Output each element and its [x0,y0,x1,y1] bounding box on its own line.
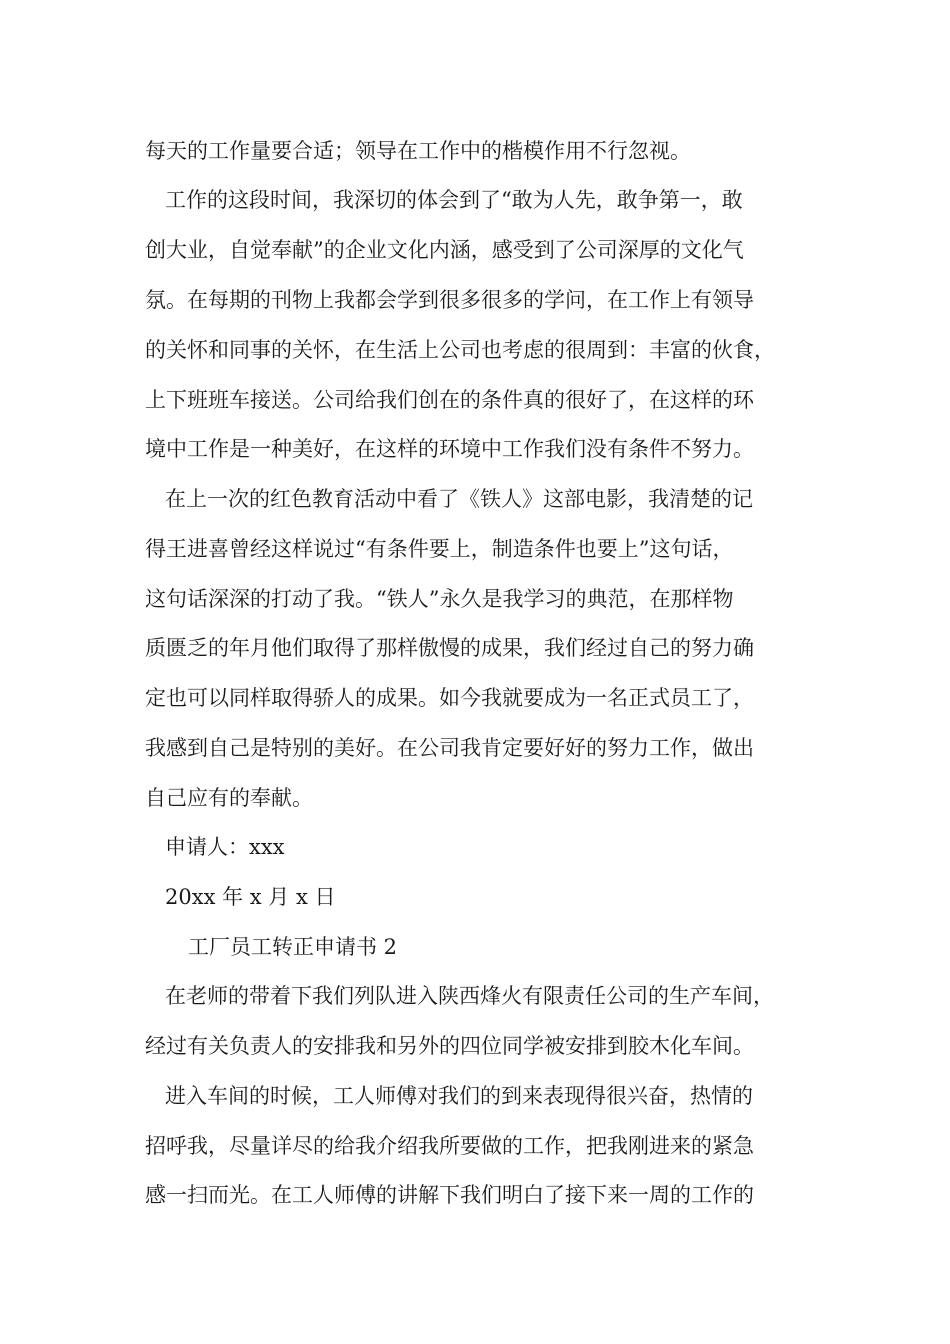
text-line: 的关怀和同事的关怀，在生活上公司也考虑的很周到：丰富的伙食， [145,338,775,362]
text-line: 创大业，自觉奉献”的企业文化内涵，感受到了公司深厚的文化气 [145,238,744,262]
application-date: 20xx 年 x 月 x 日 [165,885,336,909]
paragraph-start-line: 在上一次的红色教育活动中看了《铁人》这部电影，我清楚的记 [165,487,753,511]
applicant-signature: 申请人：xxx [165,835,285,859]
text-line: 自己应有的奉献。 [145,786,313,810]
text-line: 招呼我，尽量详尽的给我介绍我所要做的工作，把我刚进来的紧急 [145,1134,754,1158]
paragraph-start-line: 进入车间的时候，工人师傅对我们的到来表现得很兴奋，热情的 [165,1084,753,1108]
text-line: 这句话深深的打动了我。“铁人”永久是我学习的典范，在那样物 [145,587,734,611]
text-line: 氛。在每期的刊物上我都会学到很多很多的学问，在工作上有领导 [145,288,754,312]
paragraph-start-line: 在老师的带着下我们列队进入陕西烽火有限责任公司的生产车间， [165,984,774,1008]
text-line: 我感到自己是特别的美好。在公司我肯定要好好的努力工作，做出 [145,736,754,760]
text-line: 定也可以同样取得骄人的成果。如今我就要成为一名正式员工了， [145,686,754,710]
text-line: 得王进喜曾经这样说过“有条件要上，制造条件也要上”这句话， [145,537,734,561]
text-line: 感一扫而光。在工人师傅的讲解下我们明白了接下来一周的工作的 [145,1183,754,1207]
paragraph-start-line: 工作的这段时间，我深切的体会到了“敢为人先，敢争第一，敢 [165,188,743,212]
section-title: 工厂员工转正申请书 2 [188,935,398,959]
text-line: 上下班班车接送。公司给我们创在的条件真的很好了，在这样的环 [145,388,754,412]
text-line: 境中工作是一种美好，在这样的环境中工作我们没有条件不努力。 [145,437,754,461]
text-line: 每天的工作量要合适；领导在工作中的楷模作用不行忽视。 [145,139,691,163]
text-line: 质匮乏的年月他们取得了那样傲慢的成果，我们经过自己的努力确 [145,636,754,660]
text-line: 经过有关负责人的安排我和另外的四位同学被安排到胶木化车间。 [145,1034,754,1058]
